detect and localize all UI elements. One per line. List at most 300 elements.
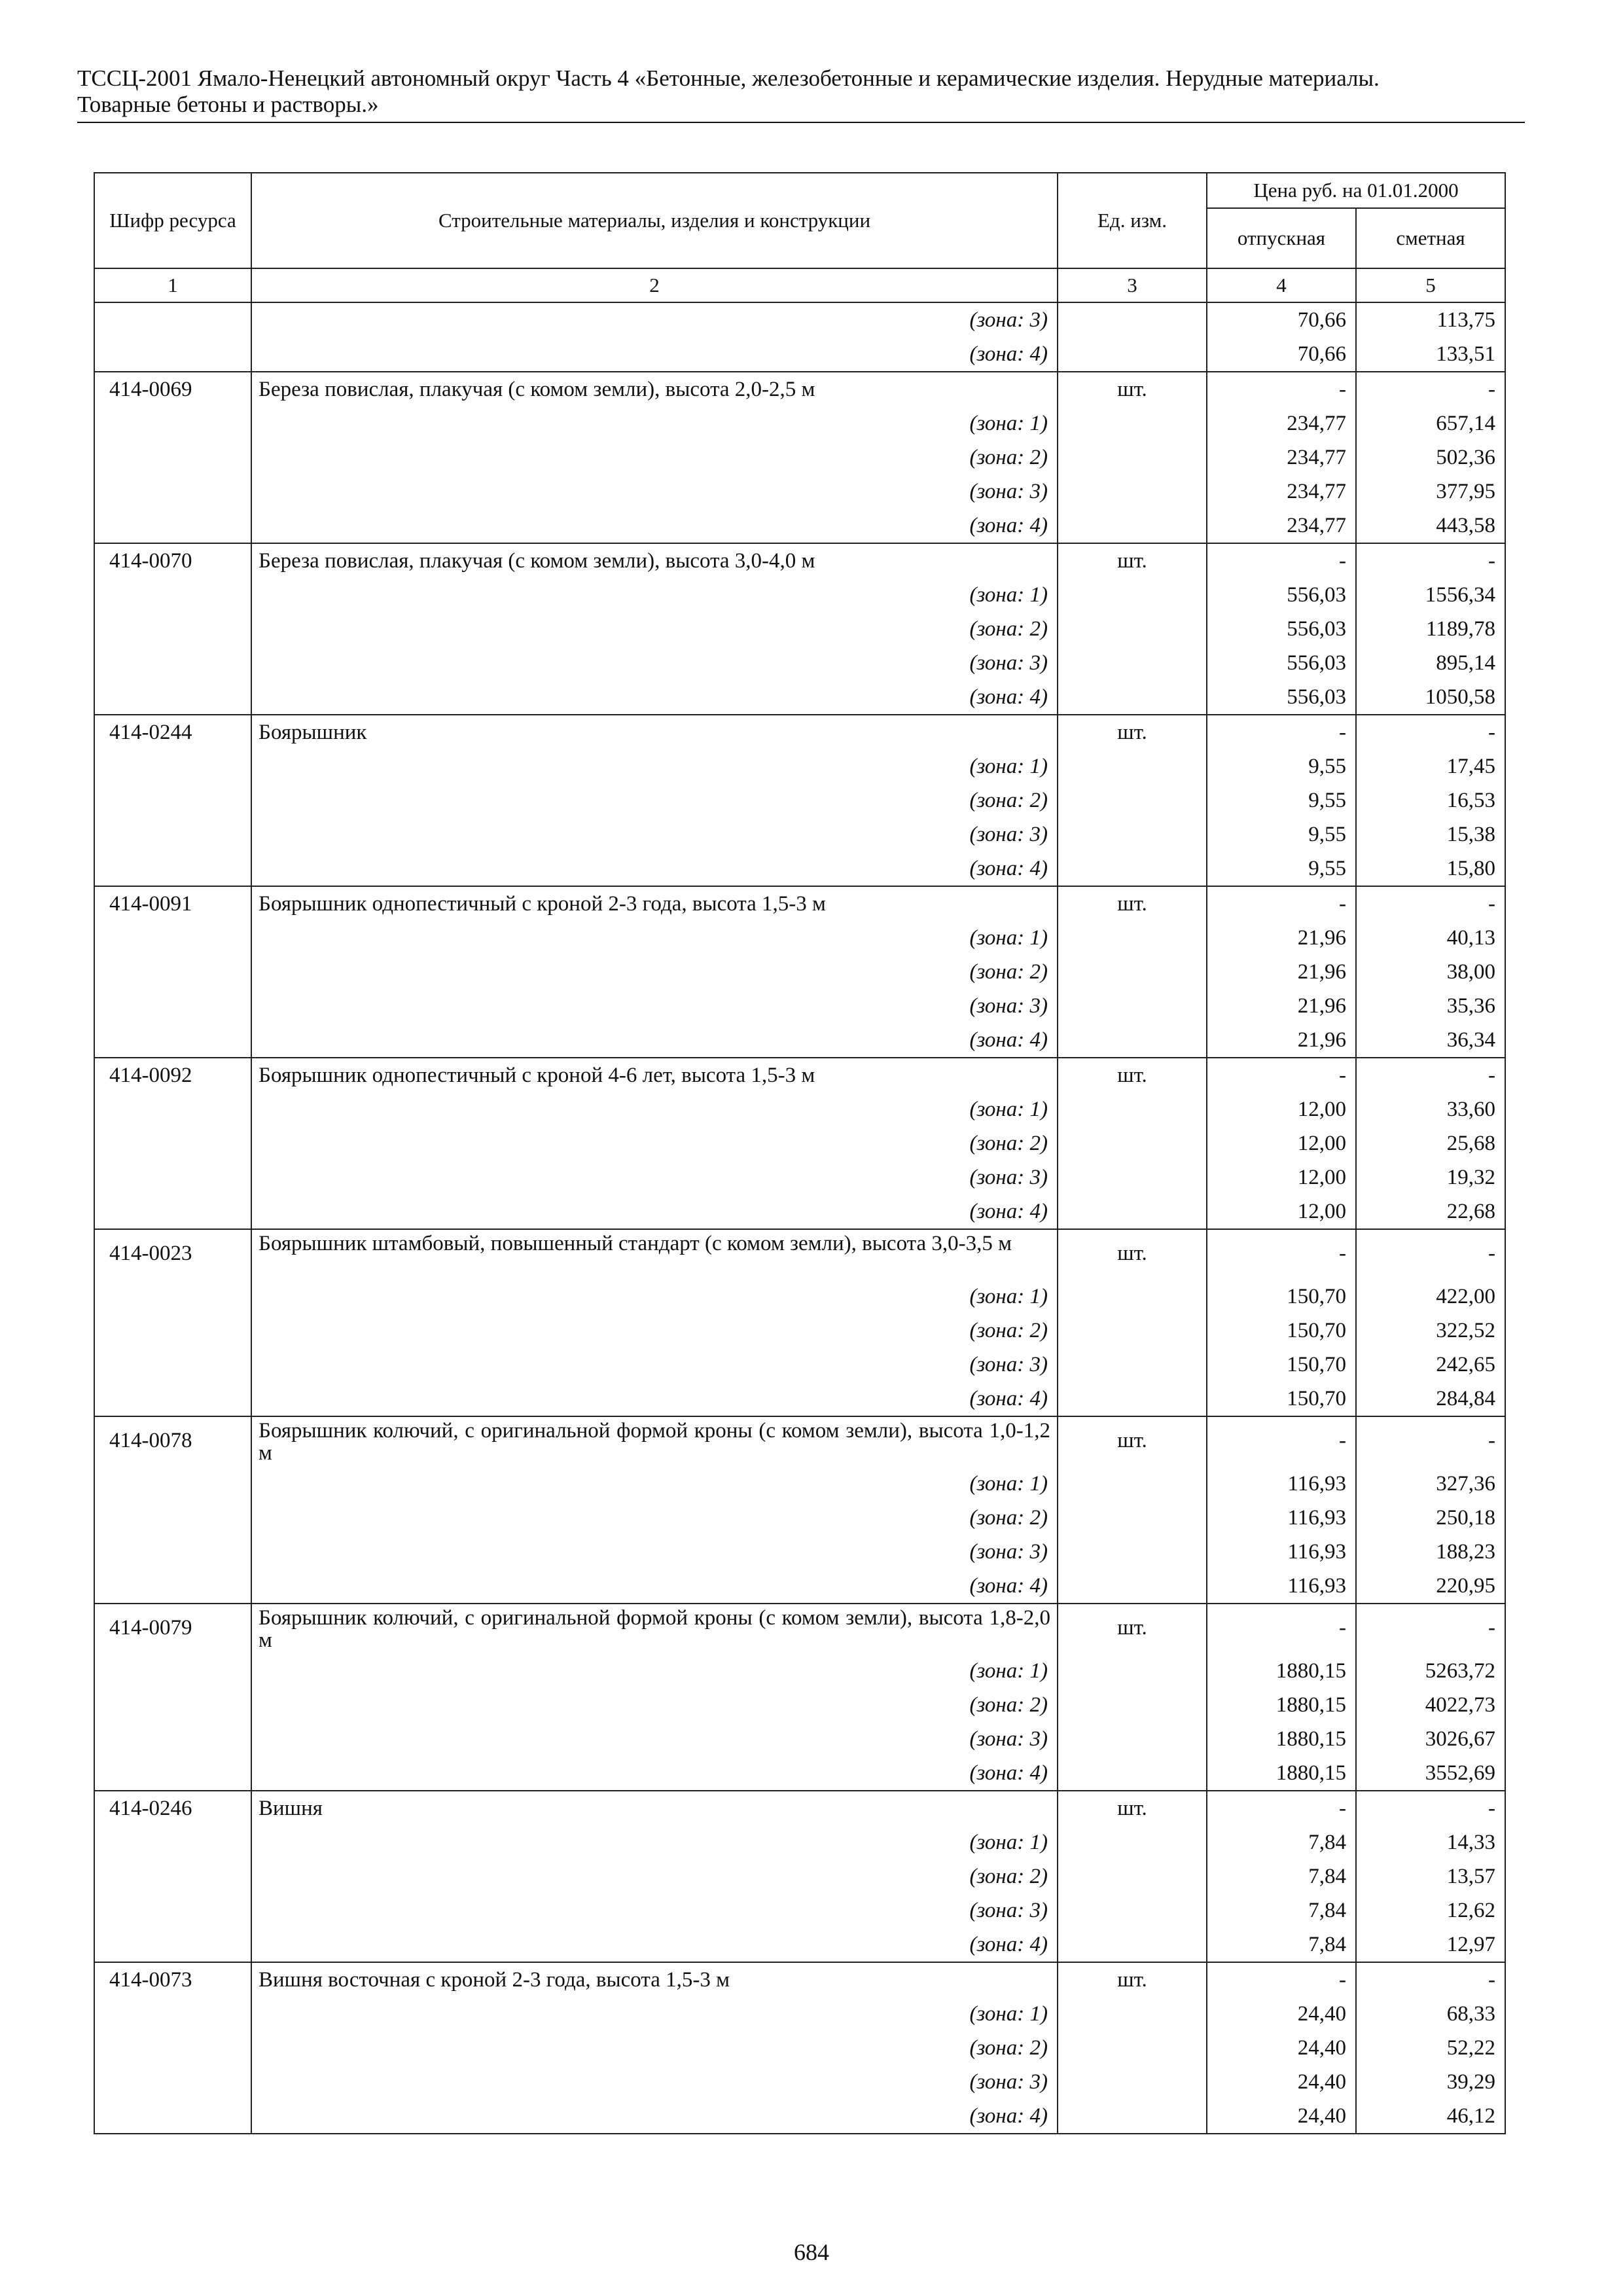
empty-unit-cell xyxy=(1058,1654,1207,1688)
release-price: 556,03 xyxy=(1207,612,1356,646)
estimate-price: - xyxy=(1356,1791,1505,1825)
resource-name: Боярышник однопестичный с кроной 4-6 лет, высота 1,5-3 м xyxy=(251,1058,1058,1092)
zone-label: (зона: 3) xyxy=(251,302,1058,337)
zone-row xyxy=(94,1501,1505,1535)
resource-row xyxy=(94,886,1505,921)
release-price: 12,00 xyxy=(1207,1126,1356,1160)
document-header xyxy=(77,65,1524,118)
zone-row xyxy=(94,1928,1505,1962)
resource-unit: шт. xyxy=(1058,543,1207,578)
resource-row xyxy=(94,1058,1505,1092)
zone-label: (зона: 3) xyxy=(251,1893,1058,1928)
empty-unit-cell xyxy=(1058,2099,1207,2134)
empty-code-cell xyxy=(94,921,251,955)
resource-code: 414-0091 xyxy=(94,886,251,921)
empty-unit-cell xyxy=(1058,817,1207,852)
release-price: 9,55 xyxy=(1207,749,1356,783)
zone-row xyxy=(94,852,1505,886)
zone-label: (зона: 1) xyxy=(251,749,1058,783)
resource-unit: шт. xyxy=(1058,1229,1207,1280)
empty-code-cell xyxy=(94,475,251,509)
header-line-2: Товарные бетоны и растворы.» xyxy=(77,92,379,117)
estimate-price: 36,34 xyxy=(1356,1023,1505,1058)
empty-code-cell xyxy=(94,1280,251,1314)
zone-row xyxy=(94,1997,1505,2031)
zone-row xyxy=(94,1348,1505,1382)
empty-unit-cell xyxy=(1058,955,1207,989)
release-price: 7,84 xyxy=(1207,1825,1356,1859)
empty-code-cell xyxy=(94,1722,251,1756)
zone-label: (зона: 3) xyxy=(251,2065,1058,2099)
zone-label: (зона: 4) xyxy=(251,509,1058,543)
empty-code-cell xyxy=(94,783,251,817)
zone-label: (зона: 4) xyxy=(251,1194,1058,1229)
estimate-price: 33,60 xyxy=(1356,1092,1505,1126)
release-price: 24,40 xyxy=(1207,2065,1356,2099)
zone-row xyxy=(94,1023,1505,1058)
resource-code: 414-0079 xyxy=(94,1604,251,1654)
col-name-header: Строительные материалы, изделия и конструкции xyxy=(251,173,1058,268)
release-price: 116,93 xyxy=(1207,1569,1356,1604)
zone-row xyxy=(94,1893,1505,1928)
zone-row xyxy=(94,1382,1505,1416)
empty-unit-cell xyxy=(1058,1688,1207,1722)
empty-unit-cell xyxy=(1058,337,1207,372)
estimate-price: 25,68 xyxy=(1356,1126,1505,1160)
estimate-price: 1189,78 xyxy=(1356,612,1505,646)
zone-row xyxy=(94,1825,1505,1859)
zone-label: (зона: 3) xyxy=(251,1348,1058,1382)
zone-row xyxy=(94,1280,1505,1314)
release-price: 24,40 xyxy=(1207,1997,1356,2031)
zone-row xyxy=(94,1688,1505,1722)
empty-unit-cell xyxy=(1058,1382,1207,1416)
zone-row xyxy=(94,921,1505,955)
zone-row xyxy=(94,817,1505,852)
release-price: - xyxy=(1207,1416,1356,1467)
estimate-price: 327,36 xyxy=(1356,1467,1505,1501)
zone-label: (зона: 1) xyxy=(251,578,1058,612)
release-price: 150,70 xyxy=(1207,1348,1356,1382)
empty-code-cell xyxy=(94,1467,251,1501)
release-price: 1880,15 xyxy=(1207,1654,1356,1688)
resource-name: Боярышник колючий, с оригинальной формой кроны (с комом земли), высота 1,8-2,0 м xyxy=(251,1604,1058,1654)
empty-unit-cell xyxy=(1058,1997,1207,2031)
release-price: 7,84 xyxy=(1207,1928,1356,1962)
resource-name: Береза повислая, плакучая (с комом земли), высота 3,0-4,0 м xyxy=(251,543,1058,578)
empty-unit-cell xyxy=(1058,2065,1207,2099)
col-price-header: Цена руб. на 01.01.2000 xyxy=(1207,173,1505,208)
release-price: 234,77 xyxy=(1207,475,1356,509)
zone-label: (зона: 1) xyxy=(251,921,1058,955)
estimate-price: 113,75 xyxy=(1356,302,1505,337)
empty-unit-cell xyxy=(1058,302,1207,337)
release-price: - xyxy=(1207,1058,1356,1092)
zone-row xyxy=(94,680,1505,715)
resource-unit: шт. xyxy=(1058,1416,1207,1467)
estimate-price: 38,00 xyxy=(1356,955,1505,989)
release-price: 12,00 xyxy=(1207,1160,1356,1194)
zone-label: (зона: 1) xyxy=(251,1467,1058,1501)
zone-row xyxy=(94,2065,1505,2099)
release-price: - xyxy=(1207,886,1356,921)
zone-label: (зона: 4) xyxy=(251,1756,1058,1791)
resource-code: 414-0070 xyxy=(94,543,251,578)
zone-label: (зона: 4) xyxy=(251,852,1058,886)
empty-unit-cell xyxy=(1058,475,1207,509)
empty-unit-cell xyxy=(1058,1722,1207,1756)
release-price: 9,55 xyxy=(1207,852,1356,886)
empty-code-cell xyxy=(94,1382,251,1416)
estimate-price: 40,13 xyxy=(1356,921,1505,955)
zone-row xyxy=(94,440,1505,475)
empty-unit-cell xyxy=(1058,1348,1207,1382)
empty-code-cell xyxy=(94,612,251,646)
zone-row xyxy=(94,1160,1505,1194)
release-price: 12,00 xyxy=(1207,1194,1356,1229)
estimate-price: 46,12 xyxy=(1356,2099,1505,2134)
zone-row xyxy=(94,1722,1505,1756)
table-body xyxy=(94,302,1505,2134)
zone-row xyxy=(94,1092,1505,1126)
resource-row xyxy=(94,372,1505,406)
empty-code-cell xyxy=(94,817,251,852)
release-price: 556,03 xyxy=(1207,680,1356,715)
zone-label: (зона: 3) xyxy=(251,817,1058,852)
empty-code-cell xyxy=(94,1893,251,1928)
estimate-price: 377,95 xyxy=(1356,475,1505,509)
empty-unit-cell xyxy=(1058,1893,1207,1928)
resource-name: Боярышник однопестичный с кроной 2-3 года, высота 1,5-3 м xyxy=(251,886,1058,921)
zone-row xyxy=(94,783,1505,817)
zone-label: (зона: 1) xyxy=(251,1997,1058,2031)
estimate-price: 14,33 xyxy=(1356,1825,1505,1859)
empty-unit-cell xyxy=(1058,406,1207,440)
empty-unit-cell xyxy=(1058,1023,1207,1058)
release-price: - xyxy=(1207,1229,1356,1280)
empty-code-cell xyxy=(94,1859,251,1893)
release-price: - xyxy=(1207,715,1356,749)
zone-label: (зона: 3) xyxy=(251,1160,1058,1194)
estimate-price: 322,52 xyxy=(1356,1314,1505,1348)
resource-code: 414-0073 xyxy=(94,1962,251,1997)
release-price: 21,96 xyxy=(1207,955,1356,989)
release-price: 21,96 xyxy=(1207,989,1356,1023)
estimate-price: - xyxy=(1356,1229,1505,1280)
zone-label: (зона: 2) xyxy=(251,1314,1058,1348)
estimate-price: - xyxy=(1356,886,1505,921)
resource-name: Вишня восточная с кроной 2-3 года, высота 1,5-3 м xyxy=(251,1962,1058,1997)
release-price: 116,93 xyxy=(1207,1535,1356,1569)
resource-unit: шт. xyxy=(1058,372,1207,406)
release-price: - xyxy=(1207,1791,1356,1825)
resource-code: 414-0244 xyxy=(94,715,251,749)
release-price: - xyxy=(1207,1604,1356,1654)
estimate-price: 39,29 xyxy=(1356,2065,1505,2099)
release-price: 234,77 xyxy=(1207,440,1356,475)
empty-code-cell xyxy=(94,989,251,1023)
empty-unit-cell xyxy=(1058,2031,1207,2065)
resource-unit: шт. xyxy=(1058,715,1207,749)
estimate-price: 133,51 xyxy=(1356,337,1505,372)
empty-code-cell xyxy=(94,337,251,372)
estimate-price: 35,36 xyxy=(1356,989,1505,1023)
empty-code-cell xyxy=(94,1160,251,1194)
release-price: 12,00 xyxy=(1207,1092,1356,1126)
estimate-price: 242,65 xyxy=(1356,1348,1505,1382)
resource-unit: шт. xyxy=(1058,1962,1207,1997)
release-price: - xyxy=(1207,543,1356,578)
resource-unit: шт. xyxy=(1058,1791,1207,1825)
estimate-price: 12,62 xyxy=(1356,1893,1505,1928)
empty-code-cell xyxy=(94,578,251,612)
release-price: 1880,15 xyxy=(1207,1688,1356,1722)
estimate-price: 502,36 xyxy=(1356,440,1505,475)
empty-code-cell xyxy=(94,509,251,543)
zone-label: (зона: 1) xyxy=(251,1654,1058,1688)
estimate-price: 284,84 xyxy=(1356,1382,1505,1416)
zone-row xyxy=(94,2099,1505,2134)
estimate-price: 220,95 xyxy=(1356,1569,1505,1604)
empty-code-cell xyxy=(94,2065,251,2099)
zone-label: (зона: 4) xyxy=(251,1382,1058,1416)
release-price: 116,93 xyxy=(1207,1467,1356,1501)
release-price: 24,40 xyxy=(1207,2099,1356,2134)
zone-label: (зона: 2) xyxy=(251,955,1058,989)
zone-label: (зона: 3) xyxy=(251,646,1058,680)
empty-code-cell xyxy=(94,1654,251,1688)
zone-row xyxy=(94,2031,1505,2065)
empty-code-cell xyxy=(94,440,251,475)
release-price: 150,70 xyxy=(1207,1314,1356,1348)
col-code-header: Шифр ресурса xyxy=(94,173,251,268)
estimate-price: - xyxy=(1356,1058,1505,1092)
release-price: 556,03 xyxy=(1207,646,1356,680)
empty-unit-cell xyxy=(1058,1160,1207,1194)
empty-unit-cell xyxy=(1058,1928,1207,1962)
zone-row xyxy=(94,1467,1505,1501)
empty-code-cell xyxy=(94,646,251,680)
empty-unit-cell xyxy=(1058,612,1207,646)
release-price: 70,66 xyxy=(1207,302,1356,337)
col-estimate-header: сметная xyxy=(1356,208,1505,268)
resource-row xyxy=(94,1604,1505,1654)
empty-code-cell xyxy=(94,852,251,886)
empty-unit-cell xyxy=(1058,680,1207,715)
empty-code-cell xyxy=(94,2031,251,2065)
resource-row xyxy=(94,1962,1505,1997)
empty-code-cell xyxy=(94,1997,251,2031)
resource-code: 414-0069 xyxy=(94,372,251,406)
release-price: - xyxy=(1207,372,1356,406)
zone-label: (зона: 1) xyxy=(251,406,1058,440)
estimate-price: - xyxy=(1356,372,1505,406)
empty-code-cell xyxy=(94,1126,251,1160)
empty-code-cell xyxy=(94,1194,251,1229)
release-price: 150,70 xyxy=(1207,1280,1356,1314)
resource-name: Береза повислая, плакучая (с комом земли), высота 2,0-2,5 м xyxy=(251,372,1058,406)
empty-code-cell xyxy=(94,1535,251,1569)
estimate-price: 4022,73 xyxy=(1356,1688,1505,1722)
zone-label: (зона: 4) xyxy=(251,1569,1058,1604)
zone-row xyxy=(94,1654,1505,1688)
empty-unit-cell xyxy=(1058,1535,1207,1569)
estimate-price: - xyxy=(1356,715,1505,749)
release-price: 234,77 xyxy=(1207,509,1356,543)
estimate-price: 15,80 xyxy=(1356,852,1505,886)
zone-row xyxy=(94,1756,1505,1791)
continuation-zone-row xyxy=(94,302,1505,337)
estimate-price: 895,14 xyxy=(1356,646,1505,680)
empty-unit-cell xyxy=(1058,749,1207,783)
release-price: 7,84 xyxy=(1207,1893,1356,1928)
zone-row xyxy=(94,1535,1505,1569)
empty-unit-cell xyxy=(1058,989,1207,1023)
zone-label: (зона: 3) xyxy=(251,1722,1058,1756)
empty-unit-cell xyxy=(1058,1501,1207,1535)
release-price: 116,93 xyxy=(1207,1501,1356,1535)
estimate-price: 19,32 xyxy=(1356,1160,1505,1194)
estimate-price: 1556,34 xyxy=(1356,578,1505,612)
resource-name: Боярышник xyxy=(251,715,1058,749)
release-price: 21,96 xyxy=(1207,1023,1356,1058)
empty-unit-cell xyxy=(1058,509,1207,543)
empty-unit-cell xyxy=(1058,1569,1207,1604)
empty-code-cell xyxy=(94,1501,251,1535)
zone-label: (зона: 1) xyxy=(251,1280,1058,1314)
empty-unit-cell xyxy=(1058,783,1207,817)
empty-code-cell xyxy=(94,1928,251,1962)
column-number-row xyxy=(94,268,1505,302)
empty-unit-cell xyxy=(1058,1825,1207,1859)
empty-code-cell xyxy=(94,2099,251,2134)
estimate-price: 1050,58 xyxy=(1356,680,1505,715)
column-number: 4 xyxy=(1207,268,1356,302)
empty-unit-cell xyxy=(1058,1126,1207,1160)
estimate-price: - xyxy=(1356,1962,1505,1997)
release-price: 9,55 xyxy=(1207,783,1356,817)
release-price: 556,03 xyxy=(1207,578,1356,612)
estimate-price: 657,14 xyxy=(1356,406,1505,440)
continuation-zone-row xyxy=(94,337,1505,372)
col-unit-header: Ед. изм. xyxy=(1058,173,1207,268)
header-rule xyxy=(77,122,1525,123)
release-price: 1880,15 xyxy=(1207,1722,1356,1756)
zone-row xyxy=(94,1314,1505,1348)
zone-row xyxy=(94,1126,1505,1160)
zone-row xyxy=(94,989,1505,1023)
empty-code-cell xyxy=(94,680,251,715)
zone-label: (зона: 3) xyxy=(251,989,1058,1023)
release-price: 150,70 xyxy=(1207,1382,1356,1416)
zone-label: (зона: 4) xyxy=(251,337,1058,372)
resource-name: Боярышник штамбовый, повышенный стандарт (с комом земли), высота 3,0-3,5 м xyxy=(251,1229,1058,1280)
column-number: 3 xyxy=(1058,268,1207,302)
release-price: 9,55 xyxy=(1207,817,1356,852)
zone-label: (зона: 4) xyxy=(251,2099,1058,2134)
zone-label: (зона: 1) xyxy=(251,1825,1058,1859)
zone-label: (зона: 2) xyxy=(251,1688,1058,1722)
release-price: 234,77 xyxy=(1207,406,1356,440)
empty-code-cell xyxy=(94,955,251,989)
resource-unit: шт. xyxy=(1058,1058,1207,1092)
zone-label: (зона: 4) xyxy=(251,1023,1058,1058)
empty-code-cell xyxy=(94,1688,251,1722)
release-price: 21,96 xyxy=(1207,921,1356,955)
zone-label: (зона: 2) xyxy=(251,1501,1058,1535)
empty-code-cell xyxy=(94,749,251,783)
price-table xyxy=(94,172,1506,2134)
estimate-price: 52,22 xyxy=(1356,2031,1505,2065)
column-number: 2 xyxy=(251,268,1058,302)
empty-code-cell xyxy=(94,1092,251,1126)
resource-code: 414-0246 xyxy=(94,1791,251,1825)
zone-label: (зона: 2) xyxy=(251,1126,1058,1160)
column-number: 1 xyxy=(94,268,251,302)
resource-code: 414-0078 xyxy=(94,1416,251,1467)
resource-unit: шт. xyxy=(1058,886,1207,921)
empty-code-cell xyxy=(94,1569,251,1604)
resource-row xyxy=(94,1416,1505,1467)
estimate-price: 13,57 xyxy=(1356,1859,1505,1893)
empty-unit-cell xyxy=(1058,921,1207,955)
release-price: - xyxy=(1207,1962,1356,1997)
zone-row xyxy=(94,406,1505,440)
zone-label: (зона: 4) xyxy=(251,680,1058,715)
zone-label: (зона: 2) xyxy=(251,612,1058,646)
estimate-price: 188,23 xyxy=(1356,1535,1505,1569)
release-price: 24,40 xyxy=(1207,2031,1356,2065)
empty-unit-cell xyxy=(1058,1280,1207,1314)
empty-code-cell xyxy=(94,1314,251,1348)
zone-row xyxy=(94,1859,1505,1893)
estimate-price: 250,18 xyxy=(1356,1501,1505,1535)
resource-code: 414-0023 xyxy=(94,1229,251,1280)
release-price: 1880,15 xyxy=(1207,1756,1356,1791)
zone-label: (зона: 3) xyxy=(251,475,1058,509)
zone-label: (зона: 3) xyxy=(251,1535,1058,1569)
empty-code-cell xyxy=(94,406,251,440)
zone-row xyxy=(94,509,1505,543)
estimate-price: 5263,72 xyxy=(1356,1654,1505,1688)
header-line-1: ТССЦ-2001 Ямало-Ненецкий автономный округ Часть 4 «Бетонные, железобетонные и керамические изделия. Нерудные материалы. xyxy=(77,65,1380,91)
empty-unit-cell xyxy=(1058,1194,1207,1229)
empty-unit-cell xyxy=(1058,646,1207,680)
zone-row xyxy=(94,612,1505,646)
col-release-header: отпускная xyxy=(1207,208,1356,268)
empty-code-cell xyxy=(94,1756,251,1791)
estimate-price: 17,45 xyxy=(1356,749,1505,783)
estimate-price: 443,58 xyxy=(1356,509,1505,543)
estimate-price: 422,00 xyxy=(1356,1280,1505,1314)
zone-row xyxy=(94,1569,1505,1604)
zone-label: (зона: 2) xyxy=(251,440,1058,475)
release-price: 7,84 xyxy=(1207,1859,1356,1893)
estimate-price: - xyxy=(1356,1416,1505,1467)
empty-unit-cell xyxy=(1058,440,1207,475)
resource-row xyxy=(94,543,1505,578)
zone-row xyxy=(94,1194,1505,1229)
zone-label: (зона: 2) xyxy=(251,783,1058,817)
zone-label: (зона: 1) xyxy=(251,1092,1058,1126)
empty-code-cell xyxy=(94,302,251,337)
estimate-price: 12,97 xyxy=(1356,1928,1505,1962)
resource-row xyxy=(94,1229,1505,1280)
estimate-price: 16,53 xyxy=(1356,783,1505,817)
empty-unit-cell xyxy=(1058,1092,1207,1126)
resource-row xyxy=(94,1791,1505,1825)
empty-unit-cell xyxy=(1058,1859,1207,1893)
